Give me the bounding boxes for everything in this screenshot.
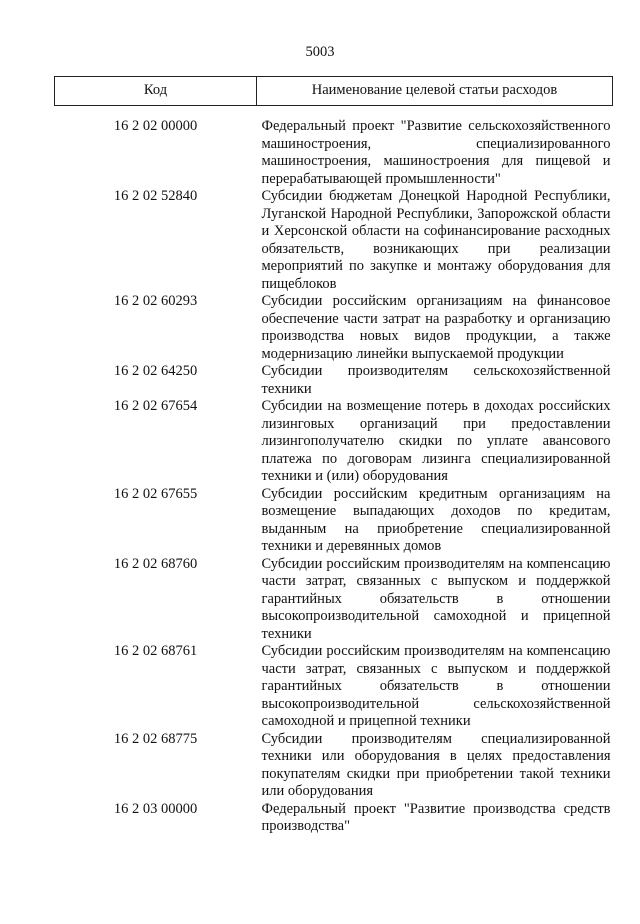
table-row — [55, 106, 613, 189]
header-row — [55, 77, 613, 106]
row-code: 16 2 02 64250 — [113, 363, 198, 379]
row-name: Субсидии бюджетам Донецкой Народной Республики, Луганской Народной Республики, Запорожской области и Херсонской области на софинансирование расходных обязательств, возникающих при реализации мероприятий по закупке и монтажу оборудования для пищеблоков — [261, 188, 611, 292]
table-row — [55, 643, 613, 731]
table-row — [55, 801, 613, 836]
table-body — [55, 106, 613, 836]
row-code: 16 2 02 68775 — [113, 730, 198, 747]
row-code: 16 2 02 67654 — [113, 398, 198, 414]
row-code: 16 2 02 52840 — [113, 188, 198, 204]
row-code: 16 2 02 68761 — [113, 643, 198, 659]
row-name: Субсидии производителям специализированной техники или оборудования в целях предоставления покупателям скидки при приобретении такой техники или оборудования — [261, 730, 611, 799]
row-code: 16 2 02 67655 — [113, 485, 198, 502]
row-name: Субсидии российским организациям на финансовое обеспечение части затрат на разработку и организацию производства новых видов продукции, а также модернизацию линейки выпускаемой продукции — [261, 293, 611, 362]
row-code: 16 2 02 68760 — [113, 555, 198, 572]
target-expense-codes-table — [54, 76, 613, 836]
row-code: 16 2 02 60293 — [113, 293, 198, 309]
table-row — [55, 731, 613, 801]
row-name: Федеральный проект "Развитие производства средств производства" — [261, 800, 611, 834]
page-number: 5003 — [305, 44, 335, 60]
header-code: Код — [55, 77, 257, 106]
table-row — [55, 398, 613, 486]
row-name: Субсидии российским производителям на компенсацию части затрат, связанных с выпуском и поддержкой гарантийных обязательств в отношении высокопроизводительной сельскохозяйственной самоходной и прицепной техники — [261, 643, 611, 729]
row-code: 16 2 03 00000 — [113, 800, 198, 817]
row-name: Субсидии на возмещение потерь в доходах российских лизинговых организаций при предоставлении лизингополучателю скидки по уплате авансового платежа по договорам лизинга специализированной техники и (или) оборудования — [261, 398, 611, 484]
table-header — [55, 77, 613, 106]
table-row — [55, 188, 613, 293]
table-row — [55, 486, 613, 556]
row-name: Субсидии российским производителям на компенсацию части затрат, связанных с выпуском и поддержкой гарантийных обязательств в отношении высокопроизводительной самоходной и прицепной техники — [261, 555, 611, 642]
table-row — [55, 556, 613, 644]
row-name: Федеральный проект "Развитие сельскохозяйственного машиностроения, специализированного машиностроения, машиностроения для пищевой и перерабатывающей промышленности" — [261, 118, 611, 187]
row-code: 16 2 02 00000 — [113, 118, 198, 134]
row-name: Субсидии производителям сельскохозяйственной техники — [261, 363, 611, 397]
table-row — [55, 293, 613, 363]
header-name: Наименование целевой статьи расходов — [257, 77, 613, 106]
table-row — [55, 363, 613, 398]
row-name: Субсидии российским кредитным организациям на возмещение выпадающих доходов по кредитам, выданным на приобретение специализированной техники и деревянных домов — [261, 485, 611, 554]
